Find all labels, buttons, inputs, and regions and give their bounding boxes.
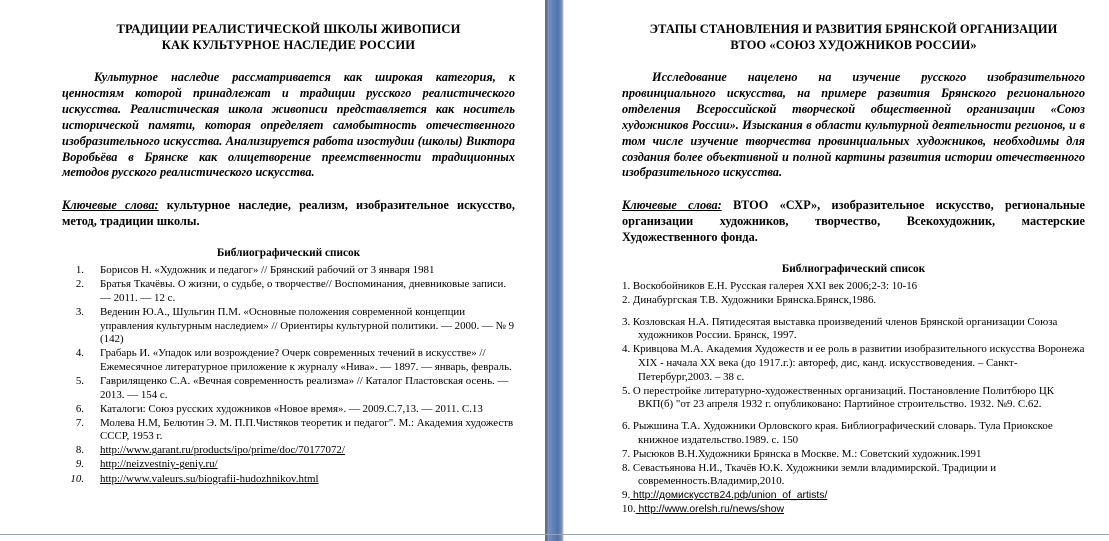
biblio-item-number: 1. — [622, 280, 631, 293]
biblio-item — [622, 280, 1085, 294]
biblio-item-text: Каталоги: Союз русских художников «Новое время». — 2009.С.7,13. — 2011. С.13 — [100, 402, 483, 415]
bottom-rule — [0, 534, 1109, 535]
biblio-item — [62, 417, 515, 444]
biblio-item — [622, 448, 1085, 462]
keywords-left — [62, 198, 515, 230]
biblio-item-text: Козловская Н.А. Пятидесятая выставка произведений членов Брянской организации Союза художников России. Брянск, 1997. — [630, 315, 1058, 342]
biblio-item-number: 3. — [75, 305, 84, 318]
biblio-heading-left: Библиографический список — [216, 247, 361, 260]
biblio-item[interactable] — [62, 444, 515, 458]
biblio-item-text: Грабарь И. «Упадок или возрождение? Очерк современных течений в искусстве» // Ежемесячное литературное приложение к журналу «Нива». — 1897. — январь, февраль. — [100, 347, 512, 373]
page-gutter-divider — [545, 0, 564, 541]
keywords-right-text: ВТОО «СХР», изобразительное искусство, региональные организации художников, творчество, Всекохудожник, мастерские Художественного фонда. — [622, 198, 1085, 245]
biblio-list-left — [62, 264, 515, 486]
biblio-item-text: Рысюков В.Н.Художники Брянска в Москве. М.: Советский художник.1991 — [630, 447, 982, 460]
biblio-item-text: Гаврилященко С.А. «Вечная современность реализма» // Каталог Пластовская осень. — 2013. — 154 с. — [100, 374, 509, 401]
page-right — [564, 0, 1109, 541]
biblio-item[interactable] — [622, 503, 1085, 517]
biblio-item-number: 10. — [622, 503, 636, 516]
page-title-left-line-2: КАК КУЛЬТУРНОЕ НАСЛЕДИЕ РОССИИ — [161, 37, 416, 52]
page-title-right — [622, 22, 1085, 53]
biblio-item-text: Братья Ткачёвы. О жизни, о судьбе, о творчестве// Воспоминания, дневниковые записи. — 2011. — 12 с. — [100, 278, 507, 304]
biblio-item — [622, 462, 1085, 489]
biblio-item-text: Борисов Н. «Художник и педагог» // Брянский рабочий от 3 января 1981 — [100, 264, 435, 277]
biblio-item[interactable] — [62, 473, 515, 487]
biblio-item-number: 6. — [75, 402, 84, 415]
biblio-item-text: Рыжшина Т.А. Художники Орловского края. Библиографический словарь. Тула Приокское книжное издательство.1989. с. 150 — [630, 419, 1053, 446]
biblio-item-number: 8. — [75, 444, 84, 457]
biblio-item-text: О перестройке литературно-художественных организаций. Постановление Политбюро ЦК ВКП(б) "от 23 апреля 1932 г. опубликовано: Партийное строительство. 1932. №9. С.62. — [630, 384, 1055, 411]
biblio-item-number: 9. — [622, 489, 631, 502]
abstract-right: Исследование нацелено на изучение русского изобразительного провинциального искусства, на примере развития Брянского регионального отделения Всероссийской творческой общественной организации «Союз художников России». Изыскания в области культурной деятельности регионов, и в том числе изучение творчества провинциальных художников, необходимы для создания более объективной и полной картины развития истории отечественного изобразительного искусства. — [622, 70, 1085, 180]
biblio-item-link[interactable]: http://neizvestniy-geniy.ru/ — [100, 458, 218, 471]
biblio-item-number: 8. — [622, 461, 631, 474]
biblio-heading-right: Библиографический список — [781, 263, 926, 276]
keywords-right-label: Ключевые слова: — [622, 198, 722, 213]
biblio-item-link[interactable]: http://www.garant.ru/products/ipo/prime/doc/70177072/ — [100, 444, 345, 457]
biblio-item-number: 10. — [70, 472, 84, 485]
biblio-item-text: Севастьянова Н.И., Ткачёв Ю.К. Художники земли владимирской. Традиции и современность.Владимир,2010. — [630, 461, 997, 488]
biblio-item — [62, 375, 515, 402]
biblio-item-number: 4. — [622, 343, 631, 356]
biblio-item — [622, 343, 1085, 384]
biblio-item-number: 2. — [75, 278, 84, 291]
biblio-item-number: 5. — [75, 374, 84, 387]
biblio-item-number: 4. — [75, 347, 84, 360]
biblio-item-number: 5. — [622, 384, 631, 397]
biblio-item-text: Динабургская Т.В. Художники Брянска.Брянск,1986. — [630, 294, 877, 307]
page-title-left — [62, 22, 515, 53]
biblio-item-link[interactable]: http://домискусств24.рф/union_of_artists/ — [630, 490, 828, 502]
keywords-left-label: Ключевые слова: — [62, 198, 159, 213]
biblio-item — [622, 420, 1085, 447]
biblio-item-text: Молева Н.М, Белютин Э. М. П.П.Чистяков теоретик и педагог". М.: Академия художеств СССР, 1953 г. — [100, 416, 514, 443]
biblio-item-text: Кривцова М.А. Академия Художеств и ее роль в развитии изобразительного искусства Воронежа XIX - начала XX века (до 1917.г.): автореф, дис, канд. искусствоведения. – Санкт-Петербург,2003. – 38 с. — [630, 343, 1085, 383]
page-title-left-line-1: ТРАДИЦИИ РЕАЛИСТИЧЕСКОЙ ШКОЛЫ ЖИВОПИСИ — [116, 22, 461, 36]
biblio-item-number: 2. — [622, 294, 631, 307]
biblio-item — [622, 316, 1085, 343]
page-title-right-line-1: ЭТАПЫ СТАНОВЛЕНИЯ И РАЗВИТИЯ БРЯНСКОЙ ОРГАНИЗАЦИИ — [649, 22, 1058, 36]
biblio-item-number: 7. — [622, 447, 631, 460]
biblio-item — [62, 278, 515, 305]
biblio-item — [62, 306, 515, 347]
biblio-item — [622, 385, 1085, 412]
biblio-list-right — [622, 280, 1085, 517]
keywords-left-text: культурное наследие, реализм, изобразительное искусство, метод, традиции школы. — [62, 198, 515, 229]
biblio-item-number: 3. — [622, 315, 631, 328]
biblio-item-link[interactable]: http://www.orelsh.ru/news/show — [635, 504, 785, 516]
keywords-right — [622, 198, 1085, 246]
page-title-right-line-2: ВТОО «СОЮЗ ХУДОЖНИКОВ РОССИИ» — [730, 37, 977, 52]
page-left — [0, 0, 545, 541]
abstract-left: Культурное наследие рассматривается как широкая категория, к ценностям которой принадлежат и традиции русского реалистического искусства. Реалистическая школа живописи представляется как носитель исторической памяти, которая определяет самобытность отечественного изобразительного искусства. Анализируется работа изостудии (школы) Виктора Воробьёва в Брянске как олицетворение преемственности традиционных методов русского реалистического искусства. — [62, 70, 515, 180]
biblio-item — [62, 403, 515, 417]
biblio-item-text: Веденин Ю.А., Шульгин П.М. «Основные положения современной концепции управления культурным наследием» // Ориентиры культурной политики. — 2000. — № 9 (142) — [100, 305, 515, 346]
biblio-item-number: 9. — [75, 458, 84, 471]
biblio-item — [622, 294, 1085, 308]
biblio-item-number: 6. — [622, 419, 631, 432]
biblio-item — [62, 264, 515, 278]
biblio-item — [62, 347, 515, 374]
biblio-item-link[interactable]: http://www.valeurs.su/biografii-hudozhnikov.html — [100, 472, 319, 485]
biblio-item-number: 7. — [75, 416, 84, 429]
biblio-item[interactable] — [622, 489, 1085, 503]
biblio-item-text: Воскобойников Е.Н. Русская галерея XXI век 2006;2-3: 10-16 — [630, 280, 918, 293]
biblio-item[interactable] — [62, 458, 515, 472]
biblio-item-number: 1. — [75, 264, 84, 277]
